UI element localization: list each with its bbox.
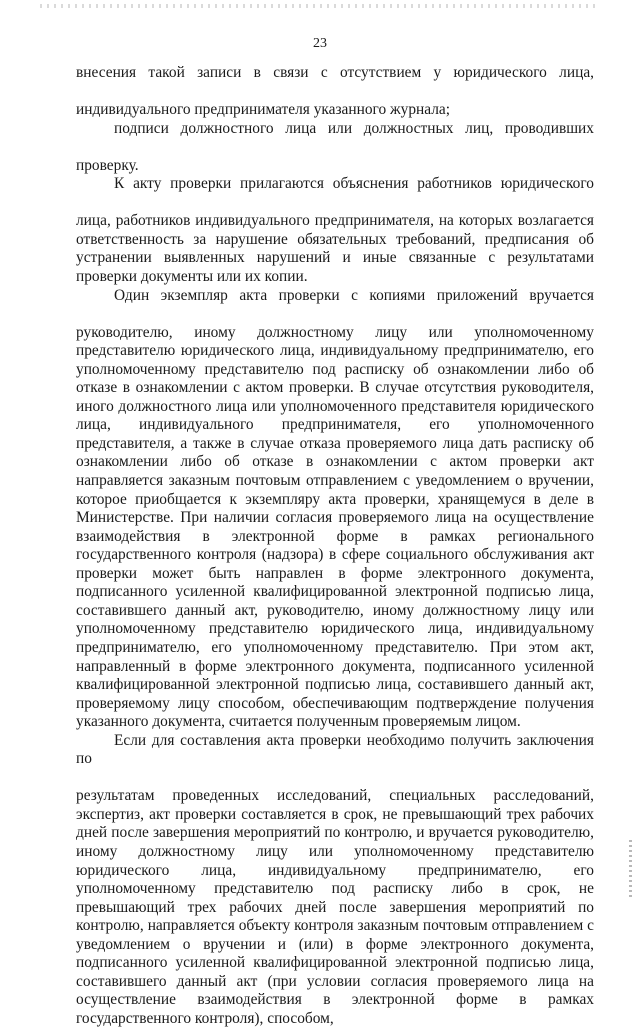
paragraph-3-line-1: К акту проверки прилагаются объяснения работников юридического xyxy=(114,175,594,193)
document-body xyxy=(76,64,594,1028)
scan-noise xyxy=(40,4,600,8)
paragraph-4 xyxy=(76,287,594,732)
paragraph-5 xyxy=(76,732,594,1028)
scan-edge-marks xyxy=(629,840,632,900)
paragraph-5-rest: результатам проведенных исследований, специальных расследований, экспертиз, акт проверки составляется в срок, не превышающий трех рабочих дней после завершения мероприятий по контролю, и вручается руководителю, иному должностному лицу или уполномоченному представителю юридического лица, индивидуальному предпринимателю, его уполномоченному представителю под расписку либо в срок, не превышающий трех рабочих дней после завершения мероприятий по контролю, направляется объекту контроля заказным почтовым отправлением с уведомлением о вручении и (или) в форме электронного документа, подписанного усиленной квалифицированной электронной подписью лица, составившего данный акт (при условии согласия проверяемого лица на осуществление взаимодействия в электронной форме в рамках государственного контроля), способом, xyxy=(76,787,594,1027)
paragraph-3-rest: лица, работников индивидуального предпринимателя, на которых возлагается ответственность за нарушение обязательных требований, предписания об устранении выявленных нарушений и иные связанные с результатами проверки документы или их копии. xyxy=(76,212,594,286)
paragraph-5-line-1: Если для составления акта проверки необходимо получить заключения по xyxy=(76,731,594,768)
paragraph-1 xyxy=(76,64,594,120)
paragraph-1-rest: индивидуального предпринимателя указанного журнала; xyxy=(76,101,451,119)
paragraph-2-rest: проверку. xyxy=(76,156,139,174)
paragraph-2-line-1: подписи должностного лица или должностных лиц, проводивших xyxy=(114,119,594,137)
paragraph-3 xyxy=(76,175,594,286)
page-number: 23 xyxy=(313,36,327,51)
paragraph-4-rest: руководителю, иному должностному лицу или уполномоченному представителю юридического лица, индивидуальному предпринимателю, его уполномоченному представителю под расписку об ознакомлении либо об отказе в ознакомлении с актом проверки. В случае отсутствия руководителя, иного должностного лица или уполномоченного представителя юридического лица, индивидуального предпринимателя, его уполномоченного представителя, а также в случае отказа проверяемого лица дать расписку об ознакомлении либо об отказе в ознакомлении с актом проверки акт направляется заказным почтовым отправлением с уведомлением о вручении, которое приобщается к экземпляру акта проверки, хранящемуся в деле в Министерстве. При наличии согласия проверяемого лица на осуществление взаимодействия в электронной форме в рамках регионального государственного контроля (надзора) в сфере социального обслуживания акт проверки может быть направлен в форме электронного документа, подписанного усиленной квалифицированной электронной подписью лица, составившего данный акт, руководителю, иному должностному лицу или уполномоченному представителю юридического лица, индивидуальному предпринимателю, его уполномоченному представителю. При этом акт, направленный в форме электронного документа, подписанного усиленной квалифицированной электронной подписью лица, составившего данный акт, проверяемому лицу способом, обеспечивающим подтверждение получения указанного документа, считается полученным проверяемым лицом. xyxy=(76,323,594,731)
paragraph-4-line-1: Один экземпляр акта проверки с копиями приложений вручается xyxy=(114,286,594,304)
paragraph-2 xyxy=(76,120,594,176)
paragraph-1-line-1: внесения такой записи в связи с отсутствием у юридического лица, xyxy=(76,64,594,81)
